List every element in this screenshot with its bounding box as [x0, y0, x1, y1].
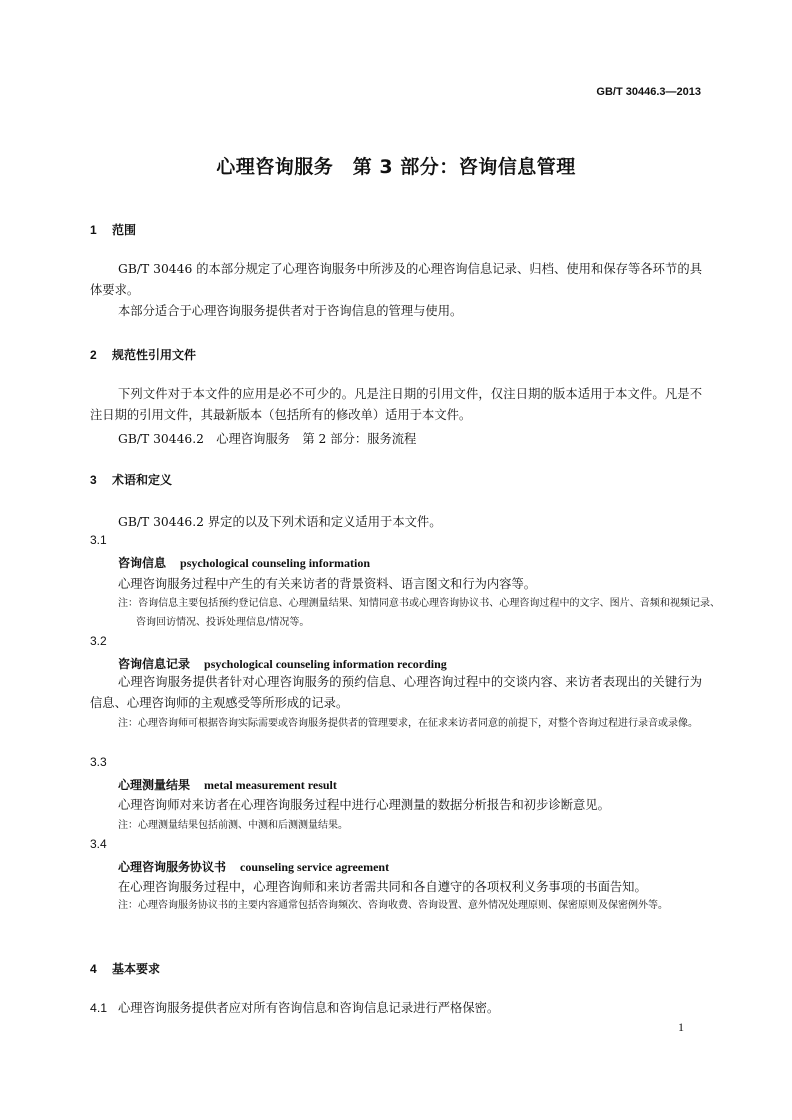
term-zh: 咨询信息记录	[118, 657, 191, 671]
paragraph: GB/T 30446.2 界定的以及下列术语和定义适用于本文件。	[118, 515, 442, 529]
term-zh: 心理测量结果	[118, 778, 191, 792]
section-number: 4	[90, 962, 97, 976]
term-en: metal measurement result	[204, 778, 337, 792]
section-heading-2	[90, 346, 196, 363]
term-definition: 心理咨询服务过程中产生的有关来访者的背景资料、语言图文和行为内容等。	[118, 577, 537, 591]
term-definition: 在心理咨询服务过程中，心理咨询师和来访者需共同和各自遵守的各项权利义务事项的书面告知。	[118, 880, 647, 894]
page-number: 1	[678, 1020, 684, 1034]
paragraph: GB/T 30446 的本部分规定了心理咨询服务中所涉及的心理咨询信息记录、归档、使用和保存等各环节的具体要求。	[90, 262, 702, 297]
term-heading	[118, 858, 389, 875]
term-zh: 心理咨询服务协议书	[118, 860, 227, 874]
standard-number: GB/T 30446.3—2013	[596, 86, 701, 98]
term-definition: 心理咨询师对来访者在心理咨询服务过程中进行心理测量的数据分析报告和初步诊断意见。	[118, 798, 610, 812]
section-heading-1	[90, 221, 136, 238]
section-title: 术语和定义	[112, 473, 173, 487]
term-note: 注：心理咨询服务协议书的主要内容通常包括咨询频次、咨询收费、咨询设置、意外情况处理原则、保密原则及保密例外等。	[118, 900, 668, 911]
clause-text: 心理咨询服务提供者应对所有咨询信息和咨询信息记录进行严格保密。	[118, 1001, 500, 1015]
term-heading	[118, 655, 447, 672]
term-en: psychological counseling information	[180, 556, 371, 570]
section-title: 基本要求	[112, 962, 161, 976]
paragraph: 下列文件对于本文件的应用是必不可少的。凡是注日期的引用文件，仅注日期的版本适用于本文件。凡是不注日期的引用文件，其最新版本（包括所有的修改单）适用于本文件。	[90, 387, 702, 422]
term-en: counseling service agreement	[240, 860, 390, 874]
section-number: 3	[90, 473, 97, 487]
term-zh: 咨询信息	[118, 556, 167, 570]
term-note: 注：心理咨询师可根据咨询实际需要或咨询服务提供者的管理要求，在征求来访者同意的前提下，对整个咨询过程进行录音或录像。	[118, 718, 698, 729]
section-heading-4	[90, 960, 160, 977]
normative-reference: GB/T 30446.2 心理咨询服务 第 2 部分：服务流程	[118, 432, 417, 446]
term-en: psychological counseling information recording	[204, 657, 447, 671]
term-number: 3.4	[90, 837, 107, 851]
section-title: 规范性引用文件	[112, 348, 197, 362]
section-number: 2	[90, 348, 97, 362]
term-number: 3.3	[90, 755, 107, 769]
section-number: 1	[90, 223, 97, 237]
term-number: 3.2	[90, 634, 107, 648]
term-definition: 心理咨询服务提供者针对心理咨询服务的预约信息、心理咨询过程中的交谈内容、来访者表现出的关键行为信息、心理咨询师的主观感受等所形成的记录。	[90, 675, 702, 710]
term-note: 注：心理测量结果包括前测、中测和后测测量结果。	[118, 820, 348, 831]
term-heading	[118, 554, 370, 571]
document-title: 心理咨询服务 第 3 部分：咨询信息管理	[216, 156, 576, 178]
clause-4-1	[90, 998, 499, 1016]
term-note: 注：咨询信息主要包括预约登记信息、心理测量结果、知情同意书或心理咨询协议书、心理咨询过程中的文字、图片、音频和视频记录、咨询回访情况、投诉处理信息/情况等。	[118, 598, 720, 628]
term-heading	[118, 776, 337, 793]
term-number: 3.1	[90, 533, 107, 547]
section-title: 范围	[112, 223, 137, 237]
paragraph: 本部分适合于心理咨询服务提供者对于咨询信息的管理与使用。	[118, 304, 463, 318]
section-heading-3	[90, 471, 172, 488]
clause-number: 4.1	[90, 1001, 108, 1015]
